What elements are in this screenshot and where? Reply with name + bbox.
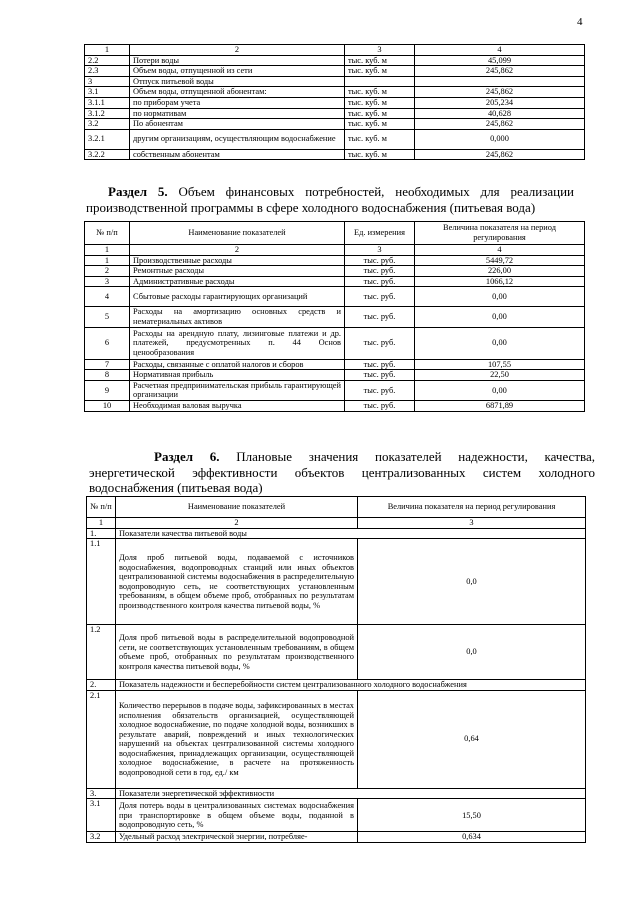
- table-row: [85, 87, 585, 98]
- row-name: Количество перерывов в подаче воды, зафиксированных в местах исполнения обязательств организацией, осуществляющей холодное водоснабжение, по подаче холодной воды, возникших в результате аварий, повреждений и иных технологических нарушений на объектах централизованной системы холодного водоснабжения, принадлежащих организации, осуществляющей холодное водоснабжение, в расчете на протяженность водопроводной сети в год, ед./ км: [116, 690, 358, 788]
- table-row: [87, 690, 586, 788]
- table-row: [85, 327, 585, 359]
- row-number: 3.1.2: [85, 108, 130, 119]
- row-unit: тыс. куб. м: [345, 55, 415, 66]
- row-number: 3.1: [87, 799, 116, 832]
- table-row: [85, 266, 585, 277]
- row-unit: тыс. куб. м: [345, 129, 415, 149]
- row-number: 8: [85, 370, 130, 381]
- row-name: Объем воды, отпущенной абонентам:: [130, 87, 345, 98]
- row-number: 9: [85, 380, 130, 400]
- row-number: 3.2: [87, 832, 116, 843]
- row-value: 226,00: [415, 266, 585, 277]
- row-value: 5449,72: [415, 255, 585, 266]
- row-unit: тыс. куб. м: [345, 119, 415, 130]
- table-row: [85, 380, 585, 400]
- row-name: Производственные расходы: [130, 255, 345, 266]
- column-header: № п/п: [85, 222, 130, 245]
- row-number: 3: [85, 276, 130, 287]
- row-value: 0,000: [415, 129, 585, 149]
- row-unit: тыс. куб. м: [345, 97, 415, 108]
- row-unit: тыс. руб.: [345, 400, 415, 411]
- row-number: 3.2.2: [85, 149, 130, 160]
- section-6-heading: [89, 449, 595, 496]
- row-name: Расходы на арендную плату, лизинговые платежи и др. платежей, предусмотренных п. 44 Основ ценообразования: [130, 327, 345, 359]
- row-value: 0,00: [415, 327, 585, 359]
- row-name: Доля проб питьевой воды, подаваемой с источников водоснабжения, водопроводных станций или иных объектов централизованной системы водоснабжения в распределительную водопроводную сеть, не соответствующих установленным требованиям, в общем объеме проб, отобранных по результатам производственного контроля качества питьевой воды, %: [116, 539, 358, 625]
- row-number: 2.1: [87, 690, 116, 788]
- row-number: 3.2: [85, 119, 130, 130]
- col-number: 4: [415, 45, 585, 56]
- reliability-indicators-table: [86, 496, 586, 843]
- row-unit: тыс. куб. м: [345, 149, 415, 160]
- group-row: [87, 680, 586, 691]
- col-number: 2: [130, 45, 345, 56]
- table-header-row: [85, 45, 585, 56]
- group-title: Показатели качества питьевой воды: [116, 528, 586, 539]
- row-unit: тыс. руб.: [345, 255, 415, 266]
- row-value: 245,862: [415, 66, 585, 77]
- row-name: По абонентам: [130, 119, 345, 130]
- row-name: Доля потерь воды в централизованных системах водоснабжения при транспортировке в общем объеме воды, поданной в водопроводную сеть, %: [116, 799, 358, 832]
- water-balance-table: [84, 44, 585, 160]
- row-name: собственным абонентам: [130, 149, 345, 160]
- row-value: 22,50: [415, 370, 585, 381]
- row-unit: [345, 76, 415, 87]
- col-number: 4: [415, 245, 585, 256]
- row-name: Отпуск питьевой воды: [130, 76, 345, 87]
- row-value: 205,234: [415, 97, 585, 108]
- row-name: по нормативам: [130, 108, 345, 119]
- column-header: Величина показателя на период регулирования: [358, 497, 586, 518]
- table-row: [85, 370, 585, 381]
- col-number: 1: [85, 45, 130, 56]
- table-header-row: [87, 497, 586, 518]
- col-number: 2: [130, 245, 345, 256]
- col-number: 2: [116, 518, 358, 529]
- row-value: 0,64: [358, 690, 586, 788]
- row-number: 2.2: [85, 55, 130, 66]
- row-number: 1.: [87, 528, 116, 539]
- row-value: 1066,12: [415, 276, 585, 287]
- row-name: Ремонтные расходы: [130, 266, 345, 277]
- page-number: 4: [577, 16, 583, 28]
- table-row: [85, 55, 585, 66]
- table-row: [87, 832, 586, 843]
- section-title: Плановые значения показателей надежности, качества, энергетической эффективности объектов централизованных систем холодного водоснабжения (питьевая вода): [89, 449, 595, 495]
- financial-needs-table: [84, 221, 585, 412]
- row-number: 3: [85, 76, 130, 87]
- col-number: 3: [345, 245, 415, 256]
- row-unit: тыс. руб.: [345, 327, 415, 359]
- row-value: 245,862: [415, 87, 585, 98]
- row-value: 0,0: [358, 625, 586, 680]
- row-name: Потери воды: [130, 55, 345, 66]
- row-unit: тыс. руб.: [345, 370, 415, 381]
- table-row: [85, 129, 585, 149]
- row-number: 4: [85, 287, 130, 307]
- group-title: Показатель надежности и бесперебойности систем централизованного холодного водоснабжения: [116, 680, 586, 691]
- table-row: [85, 255, 585, 266]
- row-number: 1.2: [87, 625, 116, 680]
- group-row: [87, 528, 586, 539]
- section-label: Раздел 6.: [154, 449, 220, 464]
- row-number: 2: [85, 266, 130, 277]
- row-number: 5: [85, 307, 130, 327]
- row-value: 107,55: [415, 359, 585, 370]
- col-number: 1: [87, 518, 116, 529]
- row-value: 245,862: [415, 119, 585, 130]
- row-name: Удельный расход электрической энергии, потребляе-: [116, 832, 358, 843]
- column-header: Ед. измерения: [345, 222, 415, 245]
- row-name: Доля проб питьевой воды в распределительной водопроводной сети, не соответствующих установленным требованиям, в общем объеме проб, отобранных по результатам производственного контроля качества питьевой воды, %: [116, 625, 358, 680]
- row-value: 40,628: [415, 108, 585, 119]
- column-number-row: [87, 518, 586, 529]
- table-row: [85, 119, 585, 130]
- row-value: 0,0: [358, 539, 586, 625]
- row-number: 7: [85, 359, 130, 370]
- row-name: Административные расходы: [130, 276, 345, 287]
- col-number: 3: [345, 45, 415, 56]
- row-name: Расходы, связанные с оплатой налогов и сборов: [130, 359, 345, 370]
- column-header: Наименование показателей: [130, 222, 345, 245]
- col-number: 3: [358, 518, 586, 529]
- column-header: Величина показателя на период регулирования: [415, 222, 585, 245]
- row-unit: тыс. руб.: [345, 380, 415, 400]
- column-header: Наименование показателей: [116, 497, 358, 518]
- row-unit: тыс. куб. м: [345, 108, 415, 119]
- table-row: [85, 97, 585, 108]
- row-name: Расходы на амортизацию основных средств и нематериальных активов: [130, 307, 345, 327]
- row-number: 2.3: [85, 66, 130, 77]
- row-number: 3.: [87, 788, 116, 799]
- table-row: [85, 359, 585, 370]
- row-name: по приборам учета: [130, 97, 345, 108]
- group-title: Показатели энергетической эффективности: [116, 788, 586, 799]
- col-number: 1: [85, 245, 130, 256]
- row-value: 0,00: [415, 287, 585, 307]
- row-unit: тыс. руб.: [345, 266, 415, 277]
- row-value: 15,50: [358, 799, 586, 832]
- row-unit: тыс. куб. м: [345, 66, 415, 77]
- group-row: [87, 788, 586, 799]
- section-5-heading: [86, 184, 574, 215]
- row-number: 1: [85, 255, 130, 266]
- table-header-row: [85, 222, 585, 245]
- table-row: [85, 76, 585, 87]
- column-number-row: [85, 245, 585, 256]
- column-header: № п/п: [87, 497, 116, 518]
- row-value: 0,00: [415, 307, 585, 327]
- row-name: Объем воды, отпущенной из сети: [130, 66, 345, 77]
- row-number: 1.1: [87, 539, 116, 625]
- row-unit: тыс. руб.: [345, 307, 415, 327]
- table-row: [87, 799, 586, 832]
- table-row: [85, 149, 585, 160]
- row-number: 3.1.1: [85, 97, 130, 108]
- table-row: [87, 539, 586, 625]
- row-unit: тыс. куб. м: [345, 87, 415, 98]
- row-name: Сбытовые расходы гарантирующих организаций: [130, 287, 345, 307]
- row-number: 6: [85, 327, 130, 359]
- table-row: [85, 108, 585, 119]
- table-row: [85, 287, 585, 307]
- row-name: Нормативная прибыль: [130, 370, 345, 381]
- row-unit: тыс. руб.: [345, 359, 415, 370]
- table-row: [85, 276, 585, 287]
- row-unit: тыс. руб.: [345, 287, 415, 307]
- row-value: 245,862: [415, 149, 585, 160]
- row-value: 6871,89: [415, 400, 585, 411]
- row-value: 0,634: [358, 832, 586, 843]
- section-title: Объем финансовых потребностей, необходимых для реализации производственной программы в сфере холодного водоснабжения (питьевая вода): [86, 184, 574, 215]
- table-row: [87, 625, 586, 680]
- row-value: 0,00: [415, 380, 585, 400]
- row-unit: тыс. руб.: [345, 276, 415, 287]
- row-value: 45,099: [415, 55, 585, 66]
- row-name: другим организациям, осуществляющим водоснабжение: [130, 129, 345, 149]
- row-number: 10: [85, 400, 130, 411]
- row-number: 2.: [87, 680, 116, 691]
- row-number: 3.1: [85, 87, 130, 98]
- row-number: 3.2.1: [85, 129, 130, 149]
- row-value: [415, 76, 585, 87]
- row-name: Необходимая валовая выручка: [130, 400, 345, 411]
- row-name: Расчетная предпринимательская прибыль гарантирующей организации: [130, 380, 345, 400]
- table-row: [85, 307, 585, 327]
- table-row: [85, 400, 585, 411]
- section-label: Раздел 5.: [108, 184, 168, 199]
- table-row: [85, 66, 585, 77]
